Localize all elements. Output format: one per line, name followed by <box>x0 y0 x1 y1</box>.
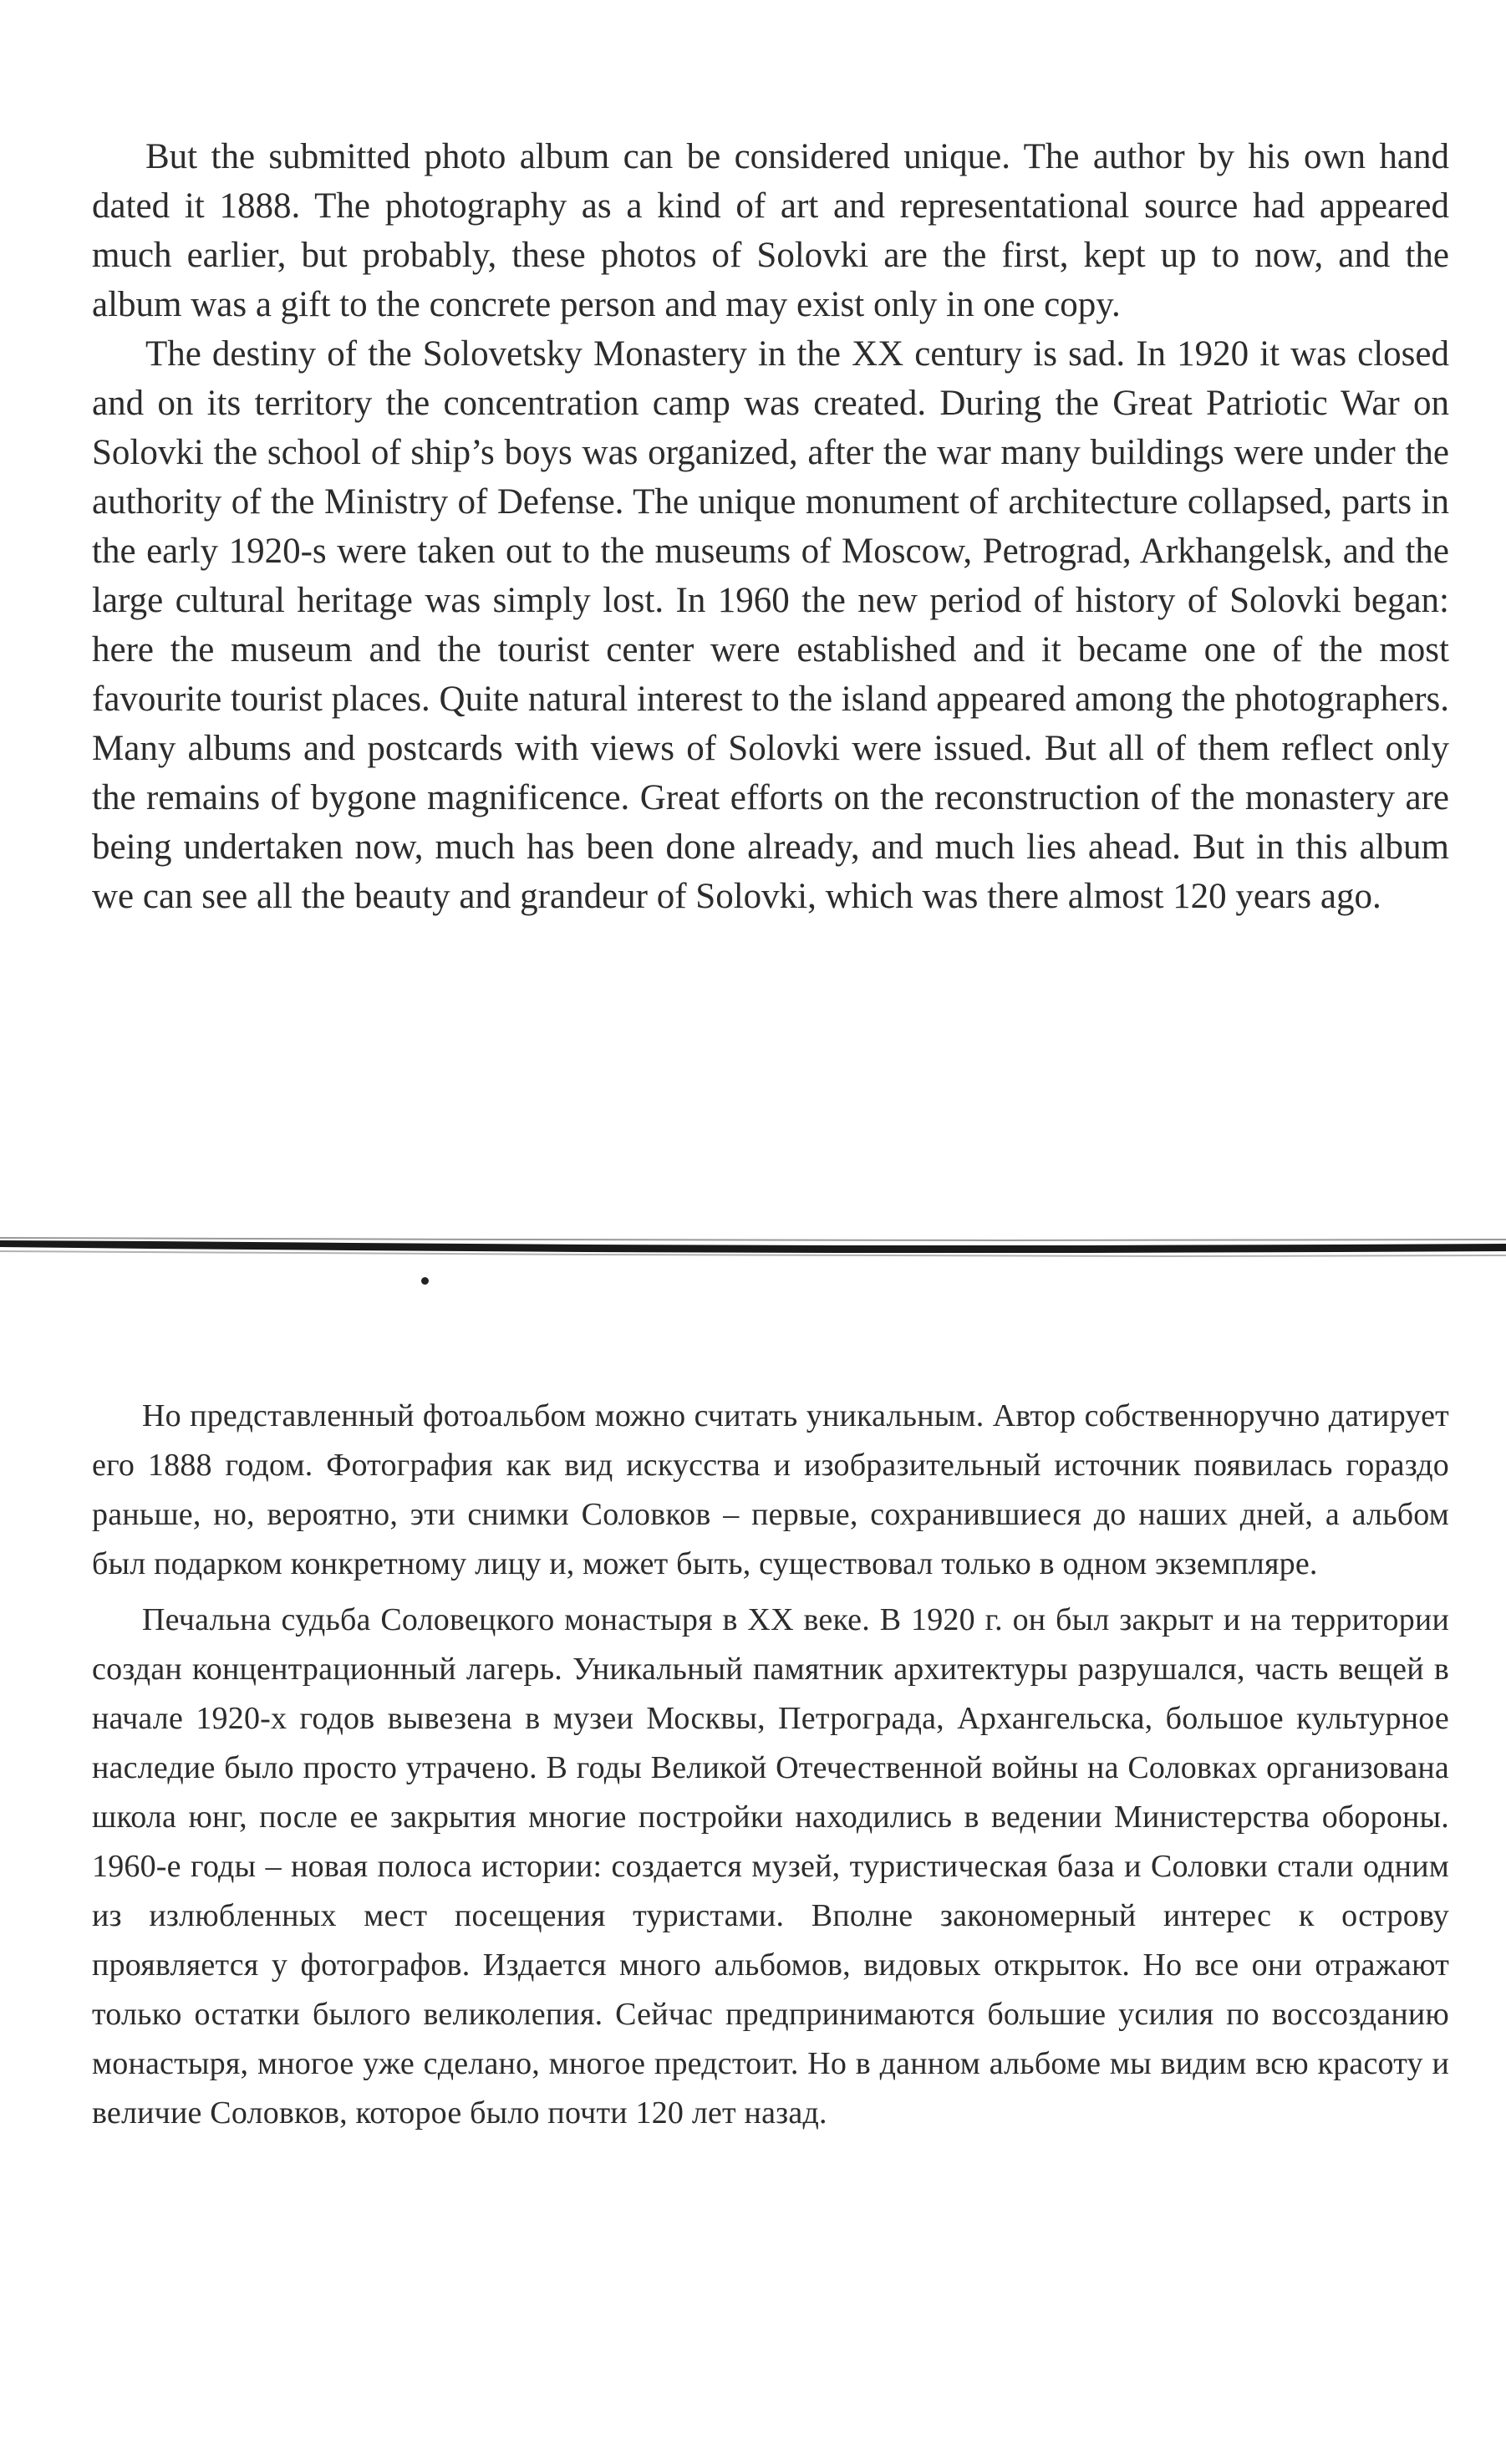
section-divider-rule <box>0 1225 1506 1262</box>
english-paragraph-2: The destiny of the Solovetsky Monastery in the XX century is sad. In 1920 it was closed and on its territory the concentration camp was created. During the Great Patriotic War on Solovki the school of ship’s boys was organized, after the war many buildings were under the authority of the Ministry of Defense. The unique monument of architecture collapsed, parts in the early 1920-s were taken out to the museums of Moscow, Petrograd, Arkhangelsk, and the large cultural heritage was simply lost. In 1960 the new period of history of Solovki began: here the museum and the tourist center were established and it became one of the most favourite tourist places. Quite natural interest to the island appeared among the photographers. Many albums and postcards with views of Solovki were issued. But all of them reflect only the remains of bygone magnificence. Great efforts on the reconstruction of the monastery are being undertaken now, much has been done already, and much lies ahead. But in this album we can see all the beauty and grandeur of Solovki, which was there almost 120 years ago. <box>92 334 1449 916</box>
russian-paragraph-2: Печальна судьба Соловецкого монастыря в XX веке. В 1920 г. он был закрыт и на территории создан концентрационный лагерь. Уникальный памятник архитектуры разрушался, часть вещей в начале 1920-х годов вывезена в музеи Москвы, Петрограда, Архангельска, большое культурное наследие было просто утрачено. В годы Великой Отечественной войны на Соловках организована школа юнг, после ее закрытия многие постройки находились в ведении Министерства обороны. 1960-е годы – новая полоса истории: создается музей, туристическая база и Соловки стали одним из излюбленных мест посещения туристами. Вполне закономерный интерес к острову проявляется у фотографов. Издается много альбомов, видовых открыток. Но все они отражают только остатки былого великолепия. Сейчас предпринимаются большие усилия по воссозданию монастыря, многое уже сделано, многое предстоит. Но в данном альбоме мы видим всю красоту и величие Соловков, которое было почти 120 лет назад. <box>92 1602 1449 2131</box>
english-text-block <box>92 132 1449 921</box>
russian-paragraph-1: Но представленный фотоальбом можно считать уникальным. Автор собственноручно датирует его 1888 годом. Фотография как вид искусства и изобразительный источник появилась гораздо раньше, но, вероятно, эти снимки Соловков – первые, сохранившиеся до наших дней, а альбом был подарком конкретному лицу и, может быть, существовал только в одном экземпляре. <box>92 1398 1449 1581</box>
english-paragraph-1: But the submitted photo album can be considered unique. The author by his own hand dated it 1888. The photography as a kind of art and representational source had appeared much earlier, but probably, these photos of Solovki are the first, kept up to now, and the album was a gift to the concrete person and may exist only in one copy. <box>92 137 1449 324</box>
russian-text-block <box>92 1392 1449 2138</box>
scan-speck <box>421 1277 429 1285</box>
